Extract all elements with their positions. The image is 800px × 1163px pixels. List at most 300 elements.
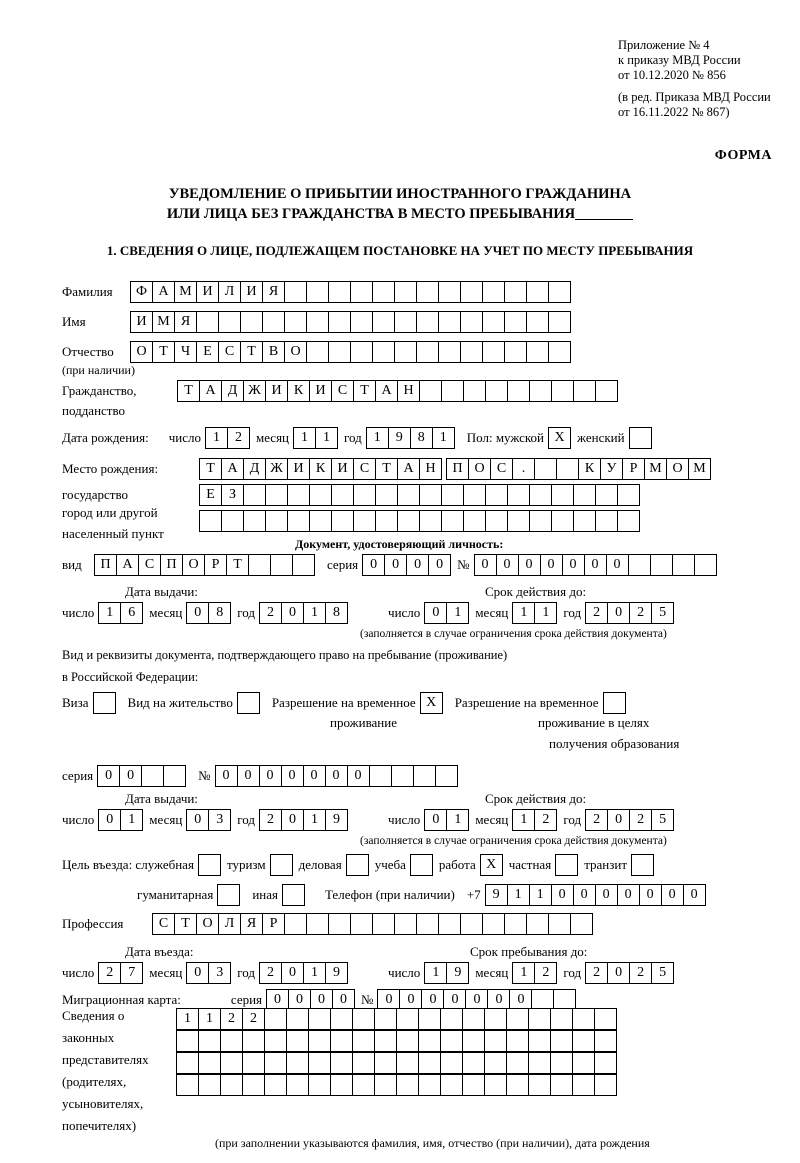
form-cell[interactable] xyxy=(198,1030,221,1052)
doc-issue-year-input[interactable] xyxy=(259,602,348,624)
form-cell[interactable]: 0 xyxy=(518,554,541,576)
form-cell[interactable]: 1 xyxy=(432,427,455,449)
doc-issue-day-input[interactable] xyxy=(98,602,143,624)
form-cell[interactable]: 1 xyxy=(205,427,228,449)
form-cell[interactable] xyxy=(550,1052,573,1074)
form-cell[interactable] xyxy=(595,484,618,506)
form-cell[interactable] xyxy=(482,913,505,935)
form-cell[interactable] xyxy=(242,1030,265,1052)
name-input[interactable] xyxy=(130,311,571,333)
stay-issue-day-input[interactable] xyxy=(98,809,143,831)
form-cell[interactable]: 0 xyxy=(325,765,348,787)
form-cell[interactable] xyxy=(265,484,288,506)
form-cell[interactable] xyxy=(438,913,461,935)
form-cell[interactable] xyxy=(372,913,395,935)
form-cell[interactable] xyxy=(419,510,442,532)
form-cell[interactable] xyxy=(507,510,530,532)
form-cell[interactable] xyxy=(396,1074,419,1096)
form-cell[interactable]: 0 xyxy=(595,884,618,906)
form-cell[interactable]: М xyxy=(688,458,711,480)
form-cell[interactable]: 0 xyxy=(98,809,121,831)
form-cell[interactable] xyxy=(528,1008,551,1030)
form-cell[interactable] xyxy=(328,341,351,363)
form-cell[interactable] xyxy=(394,311,417,333)
form-cell[interactable] xyxy=(506,1008,529,1030)
form-cell[interactable] xyxy=(308,1008,331,1030)
form-cell[interactable] xyxy=(548,311,571,333)
temp-residence-checkbox[interactable] xyxy=(420,692,443,714)
form-cell[interactable] xyxy=(375,484,398,506)
form-cell[interactable]: 1 xyxy=(446,809,469,831)
profession-input[interactable] xyxy=(152,913,593,935)
form-cell[interactable]: 1 xyxy=(315,427,338,449)
form-cell[interactable]: М xyxy=(152,311,175,333)
legal-rep-input-2[interactable] xyxy=(176,1030,617,1052)
form-cell[interactable]: А xyxy=(199,380,222,402)
form-cell[interactable]: 9 xyxy=(325,962,348,984)
form-cell[interactable]: А xyxy=(152,281,175,303)
form-cell[interactable] xyxy=(198,854,221,876)
form-cell[interactable]: 0 xyxy=(186,962,209,984)
legal-rep-input-4[interactable] xyxy=(176,1074,617,1096)
sex-female-checkbox[interactable] xyxy=(629,427,652,449)
form-cell[interactable]: 0 xyxy=(496,554,519,576)
form-cell[interactable] xyxy=(218,311,241,333)
form-cell[interactable]: 0 xyxy=(551,884,574,906)
form-cell[interactable] xyxy=(270,554,293,576)
doc-kind-input[interactable] xyxy=(94,554,315,576)
form-cell[interactable]: Д xyxy=(221,380,244,402)
form-cell[interactable]: О xyxy=(468,458,491,480)
form-cell[interactable] xyxy=(350,311,373,333)
form-cell[interactable]: К xyxy=(578,458,601,480)
form-cell[interactable]: X xyxy=(420,692,443,714)
form-cell[interactable] xyxy=(573,380,596,402)
phone-input[interactable] xyxy=(485,884,706,906)
form-cell[interactable]: 0 xyxy=(607,809,630,831)
form-cell[interactable] xyxy=(482,281,505,303)
form-cell[interactable] xyxy=(551,510,574,532)
form-cell[interactable]: 9 xyxy=(485,884,508,906)
form-cell[interactable] xyxy=(413,765,436,787)
form-cell[interactable] xyxy=(506,1052,529,1074)
form-cell[interactable] xyxy=(416,913,439,935)
form-cell[interactable] xyxy=(141,765,164,787)
form-cell[interactable]: 0 xyxy=(288,989,311,1011)
form-cell[interactable] xyxy=(550,1074,573,1096)
form-cell[interactable]: А xyxy=(375,380,398,402)
form-cell[interactable] xyxy=(264,1074,287,1096)
form-cell[interactable] xyxy=(262,311,285,333)
form-cell[interactable]: 1 xyxy=(293,427,316,449)
form-cell[interactable]: Т xyxy=(240,341,263,363)
form-cell[interactable]: 0 xyxy=(303,765,326,787)
legal-rep-input-1[interactable] xyxy=(176,1008,617,1030)
form-cell[interactable] xyxy=(416,311,439,333)
sex-male-checkbox[interactable] xyxy=(548,427,571,449)
form-cell[interactable]: 1 xyxy=(120,809,143,831)
form-cell[interactable] xyxy=(504,311,527,333)
form-cell[interactable]: 0 xyxy=(540,554,563,576)
form-cell[interactable] xyxy=(463,510,486,532)
stay-issue-month-input[interactable] xyxy=(186,809,231,831)
form-cell[interactable]: 3 xyxy=(208,809,231,831)
form-cell[interactable]: 2 xyxy=(259,809,282,831)
form-cell[interactable] xyxy=(287,484,310,506)
form-cell[interactable] xyxy=(529,510,552,532)
form-cell[interactable]: X xyxy=(480,854,503,876)
birth-place-city-input-1[interactable] xyxy=(446,458,711,480)
form-cell[interactable]: 0 xyxy=(661,884,684,906)
form-cell[interactable]: Т xyxy=(174,913,197,935)
form-cell[interactable]: 0 xyxy=(562,554,585,576)
form-cell[interactable] xyxy=(220,1052,243,1074)
form-cell[interactable] xyxy=(460,281,483,303)
visa-checkbox[interactable] xyxy=(93,692,116,714)
form-cell[interactable] xyxy=(551,380,574,402)
form-cell[interactable]: 0 xyxy=(428,554,451,576)
stay-number-input[interactable] xyxy=(215,765,458,787)
form-cell[interactable] xyxy=(526,341,549,363)
form-cell[interactable] xyxy=(369,765,392,787)
form-cell[interactable] xyxy=(485,484,508,506)
form-cell[interactable] xyxy=(350,341,373,363)
form-cell[interactable]: У xyxy=(600,458,623,480)
form-cell[interactable] xyxy=(331,484,354,506)
surname-input[interactable] xyxy=(130,281,571,303)
form-cell[interactable] xyxy=(176,1052,199,1074)
form-cell[interactable] xyxy=(572,1052,595,1074)
form-cell[interactable]: 8 xyxy=(410,427,433,449)
form-cell[interactable]: 1 xyxy=(98,602,121,624)
form-cell[interactable] xyxy=(440,1074,463,1096)
form-cell[interactable] xyxy=(284,913,307,935)
form-cell[interactable] xyxy=(292,554,315,576)
form-cell[interactable]: 2 xyxy=(585,962,608,984)
form-cell[interactable]: С xyxy=(353,458,376,480)
purpose-official-checkbox[interactable] xyxy=(198,854,221,876)
form-cell[interactable] xyxy=(416,341,439,363)
form-cell[interactable]: 0 xyxy=(281,765,304,787)
form-cell[interactable] xyxy=(595,510,618,532)
form-cell[interactable]: Ч xyxy=(174,341,197,363)
form-cell[interactable]: С xyxy=(218,341,241,363)
form-cell[interactable]: 1 xyxy=(512,962,535,984)
form-cell[interactable] xyxy=(264,1052,287,1074)
form-cell[interactable] xyxy=(308,1030,331,1052)
form-cell[interactable]: 1 xyxy=(512,602,535,624)
stay-issue-year-input[interactable] xyxy=(259,809,348,831)
form-cell[interactable] xyxy=(484,1008,507,1030)
form-cell[interactable] xyxy=(528,1074,551,1096)
form-cell[interactable] xyxy=(306,341,329,363)
form-cell[interactable]: Т xyxy=(177,380,200,402)
form-cell[interactable]: Т xyxy=(353,380,376,402)
form-cell[interactable] xyxy=(242,1052,265,1074)
form-cell[interactable]: О xyxy=(666,458,689,480)
form-cell[interactable] xyxy=(419,380,442,402)
form-cell[interactable]: 0 xyxy=(424,602,447,624)
form-cell[interactable]: И xyxy=(265,380,288,402)
stay-until-day-input[interactable] xyxy=(424,962,469,984)
form-cell[interactable] xyxy=(346,854,369,876)
form-cell[interactable] xyxy=(286,1008,309,1030)
form-cell[interactable] xyxy=(617,510,640,532)
form-cell[interactable] xyxy=(595,380,618,402)
form-cell[interactable]: О xyxy=(130,341,153,363)
form-cell[interactable] xyxy=(397,510,420,532)
form-cell[interactable]: И xyxy=(287,458,310,480)
birth-day-input[interactable] xyxy=(205,427,250,449)
form-cell[interactable] xyxy=(507,484,530,506)
form-cell[interactable] xyxy=(372,341,395,363)
form-cell[interactable] xyxy=(438,311,461,333)
form-cell[interactable]: 0 xyxy=(465,989,488,1011)
form-cell[interactable]: X xyxy=(548,427,571,449)
form-cell[interactable] xyxy=(529,484,552,506)
form-cell[interactable]: С xyxy=(490,458,513,480)
form-cell[interactable]: 0 xyxy=(237,765,260,787)
form-cell[interactable]: 2 xyxy=(534,962,557,984)
form-cell[interactable] xyxy=(529,380,552,402)
form-cell[interactable] xyxy=(463,484,486,506)
form-cell[interactable] xyxy=(441,484,464,506)
form-cell[interactable] xyxy=(163,765,186,787)
form-cell[interactable] xyxy=(220,1074,243,1096)
form-cell[interactable]: Е xyxy=(196,341,219,363)
form-cell[interactable]: С xyxy=(138,554,161,576)
form-cell[interactable]: Н xyxy=(419,458,442,480)
birth-place-city-input-2[interactable] xyxy=(199,484,640,506)
form-cell[interactable]: 2 xyxy=(629,809,652,831)
form-cell[interactable]: 1 xyxy=(198,1008,221,1030)
form-cell[interactable] xyxy=(594,1052,617,1074)
form-cell[interactable]: 0 xyxy=(281,602,304,624)
birth-place-state-input[interactable] xyxy=(199,458,442,480)
form-cell[interactable] xyxy=(350,913,373,935)
form-cell[interactable]: К xyxy=(309,458,332,480)
form-cell[interactable]: 0 xyxy=(347,765,370,787)
form-cell[interactable] xyxy=(526,311,549,333)
form-cell[interactable]: 2 xyxy=(585,602,608,624)
form-cell[interactable]: 0 xyxy=(377,989,400,1011)
purpose-other-checkbox[interactable] xyxy=(282,884,305,906)
form-cell[interactable]: 0 xyxy=(119,765,142,787)
form-cell[interactable]: А xyxy=(116,554,139,576)
form-cell[interactable]: 0 xyxy=(406,554,429,576)
form-cell[interactable] xyxy=(460,913,483,935)
form-cell[interactable]: 3 xyxy=(208,962,231,984)
form-cell[interactable] xyxy=(264,1008,287,1030)
form-cell[interactable]: О xyxy=(284,341,307,363)
form-cell[interactable]: 1 xyxy=(303,962,326,984)
form-cell[interactable] xyxy=(462,1052,485,1074)
form-cell[interactable] xyxy=(440,1008,463,1030)
birth-place-city-input-3[interactable] xyxy=(199,510,640,532)
form-cell[interactable]: Т xyxy=(375,458,398,480)
form-cell[interactable] xyxy=(484,1052,507,1074)
form-cell[interactable]: 5 xyxy=(651,962,674,984)
form-cell[interactable] xyxy=(548,913,571,935)
form-cell[interactable]: 1 xyxy=(512,809,535,831)
form-cell[interactable]: 2 xyxy=(534,809,557,831)
form-cell[interactable]: 0 xyxy=(639,884,662,906)
form-cell[interactable]: Л xyxy=(218,281,241,303)
form-cell[interactable]: 0 xyxy=(215,765,238,787)
form-cell[interactable]: А xyxy=(397,458,420,480)
form-cell[interactable] xyxy=(441,510,464,532)
form-cell[interactable] xyxy=(526,281,549,303)
form-cell[interactable] xyxy=(484,1074,507,1096)
form-cell[interactable] xyxy=(462,1074,485,1096)
form-cell[interactable] xyxy=(419,484,442,506)
form-cell[interactable] xyxy=(196,311,219,333)
form-cell[interactable] xyxy=(237,692,260,714)
form-cell[interactable]: 2 xyxy=(259,602,282,624)
form-cell[interactable] xyxy=(594,1074,617,1096)
form-cell[interactable]: 1 xyxy=(303,809,326,831)
form-cell[interactable] xyxy=(284,281,307,303)
form-cell[interactable] xyxy=(330,1008,353,1030)
form-cell[interactable]: М xyxy=(644,458,667,480)
form-cell[interactable] xyxy=(217,884,240,906)
form-cell[interactable] xyxy=(286,1052,309,1074)
form-cell[interactable]: 5 xyxy=(651,602,674,624)
stay-until-year-input[interactable] xyxy=(585,962,674,984)
form-cell[interactable] xyxy=(309,510,332,532)
birth-year-input[interactable] xyxy=(366,427,455,449)
form-cell[interactable] xyxy=(240,311,263,333)
form-cell[interactable]: П xyxy=(446,458,469,480)
form-cell[interactable] xyxy=(629,427,652,449)
form-cell[interactable]: 0 xyxy=(424,809,447,831)
form-cell[interactable]: О xyxy=(182,554,205,576)
form-cell[interactable]: 0 xyxy=(443,989,466,1011)
form-cell[interactable]: 2 xyxy=(585,809,608,831)
form-cell[interactable] xyxy=(352,1052,375,1074)
form-cell[interactable] xyxy=(631,854,654,876)
form-cell[interactable] xyxy=(242,1074,265,1096)
edu-residence-checkbox[interactable] xyxy=(603,692,626,714)
form-cell[interactable]: 2 xyxy=(220,1008,243,1030)
form-cell[interactable]: Т xyxy=(152,341,175,363)
form-cell[interactable] xyxy=(243,510,266,532)
form-cell[interactable]: 0 xyxy=(617,884,640,906)
form-cell[interactable]: . xyxy=(512,458,535,480)
form-cell[interactable]: Е xyxy=(199,484,222,506)
form-cell[interactable] xyxy=(248,554,271,576)
form-cell[interactable]: А xyxy=(221,458,244,480)
form-cell[interactable] xyxy=(570,913,593,935)
form-cell[interactable]: 0 xyxy=(281,962,304,984)
purpose-private-checkbox[interactable] xyxy=(555,854,578,876)
form-cell[interactable] xyxy=(221,510,244,532)
form-cell[interactable]: 0 xyxy=(683,884,706,906)
form-cell[interactable]: 2 xyxy=(259,962,282,984)
form-cell[interactable] xyxy=(396,1008,419,1030)
form-cell[interactable]: 9 xyxy=(446,962,469,984)
form-cell[interactable]: З xyxy=(221,484,244,506)
form-cell[interactable] xyxy=(440,1052,463,1074)
form-cell[interactable] xyxy=(485,510,508,532)
form-cell[interactable] xyxy=(418,1052,441,1074)
patronymic-input[interactable] xyxy=(130,341,571,363)
form-cell[interactable]: И xyxy=(240,281,263,303)
doc-series-input[interactable] xyxy=(362,554,451,576)
form-cell[interactable] xyxy=(526,913,549,935)
form-cell[interactable] xyxy=(528,1030,551,1052)
form-cell[interactable] xyxy=(243,484,266,506)
form-cell[interactable] xyxy=(396,1030,419,1052)
form-cell[interactable] xyxy=(628,554,651,576)
form-cell[interactable] xyxy=(93,692,116,714)
doc-valid-month-input[interactable] xyxy=(512,602,557,624)
form-cell[interactable]: С xyxy=(152,913,175,935)
form-cell[interactable] xyxy=(482,341,505,363)
purpose-study-checkbox[interactable] xyxy=(410,854,433,876)
form-cell[interactable] xyxy=(198,1074,221,1096)
doc-number-input[interactable] xyxy=(474,554,717,576)
form-cell[interactable]: 0 xyxy=(384,554,407,576)
birth-month-input[interactable] xyxy=(293,427,338,449)
form-cell[interactable] xyxy=(350,281,373,303)
form-cell[interactable]: Т xyxy=(199,458,222,480)
form-cell[interactable]: 5 xyxy=(651,809,674,831)
form-cell[interactable] xyxy=(328,281,351,303)
form-cell[interactable] xyxy=(306,311,329,333)
form-cell[interactable]: О xyxy=(196,913,219,935)
form-cell[interactable] xyxy=(650,554,673,576)
form-cell[interactable] xyxy=(603,692,626,714)
form-cell[interactable]: 1 xyxy=(529,884,552,906)
form-cell[interactable] xyxy=(391,765,414,787)
form-cell[interactable]: Д xyxy=(243,458,266,480)
form-cell[interactable] xyxy=(328,311,351,333)
form-cell[interactable]: 0 xyxy=(607,962,630,984)
form-cell[interactable] xyxy=(286,1074,309,1096)
form-cell[interactable] xyxy=(462,1030,485,1052)
form-cell[interactable] xyxy=(374,1052,397,1074)
form-cell[interactable]: Я xyxy=(262,281,285,303)
form-cell[interactable] xyxy=(556,458,579,480)
form-cell[interactable] xyxy=(572,1008,595,1030)
form-cell[interactable] xyxy=(374,1074,397,1096)
stay-until-month-input[interactable] xyxy=(512,962,557,984)
form-cell[interactable] xyxy=(482,311,505,333)
form-cell[interactable] xyxy=(176,1074,199,1096)
form-cell[interactable]: 0 xyxy=(332,989,355,1011)
form-cell[interactable]: 0 xyxy=(421,989,444,1011)
form-cell[interactable] xyxy=(572,1030,595,1052)
form-cell[interactable] xyxy=(484,1030,507,1052)
form-cell[interactable] xyxy=(264,1030,287,1052)
form-cell[interactable] xyxy=(308,1074,331,1096)
form-cell[interactable]: Я xyxy=(240,913,263,935)
entry-day-input[interactable] xyxy=(98,962,143,984)
purpose-humanitarian-checkbox[interactable] xyxy=(217,884,240,906)
form-cell[interactable] xyxy=(418,1074,441,1096)
form-cell[interactable] xyxy=(418,1030,441,1052)
doc-issue-month-input[interactable] xyxy=(186,602,231,624)
form-cell[interactable] xyxy=(372,281,395,303)
form-cell[interactable]: Н xyxy=(397,380,420,402)
form-cell[interactable] xyxy=(504,341,527,363)
form-cell[interactable]: 0 xyxy=(487,989,510,1011)
purpose-transit-checkbox[interactable] xyxy=(631,854,654,876)
form-cell[interactable] xyxy=(352,1008,375,1030)
form-cell[interactable] xyxy=(416,281,439,303)
form-cell[interactable] xyxy=(198,1052,221,1074)
